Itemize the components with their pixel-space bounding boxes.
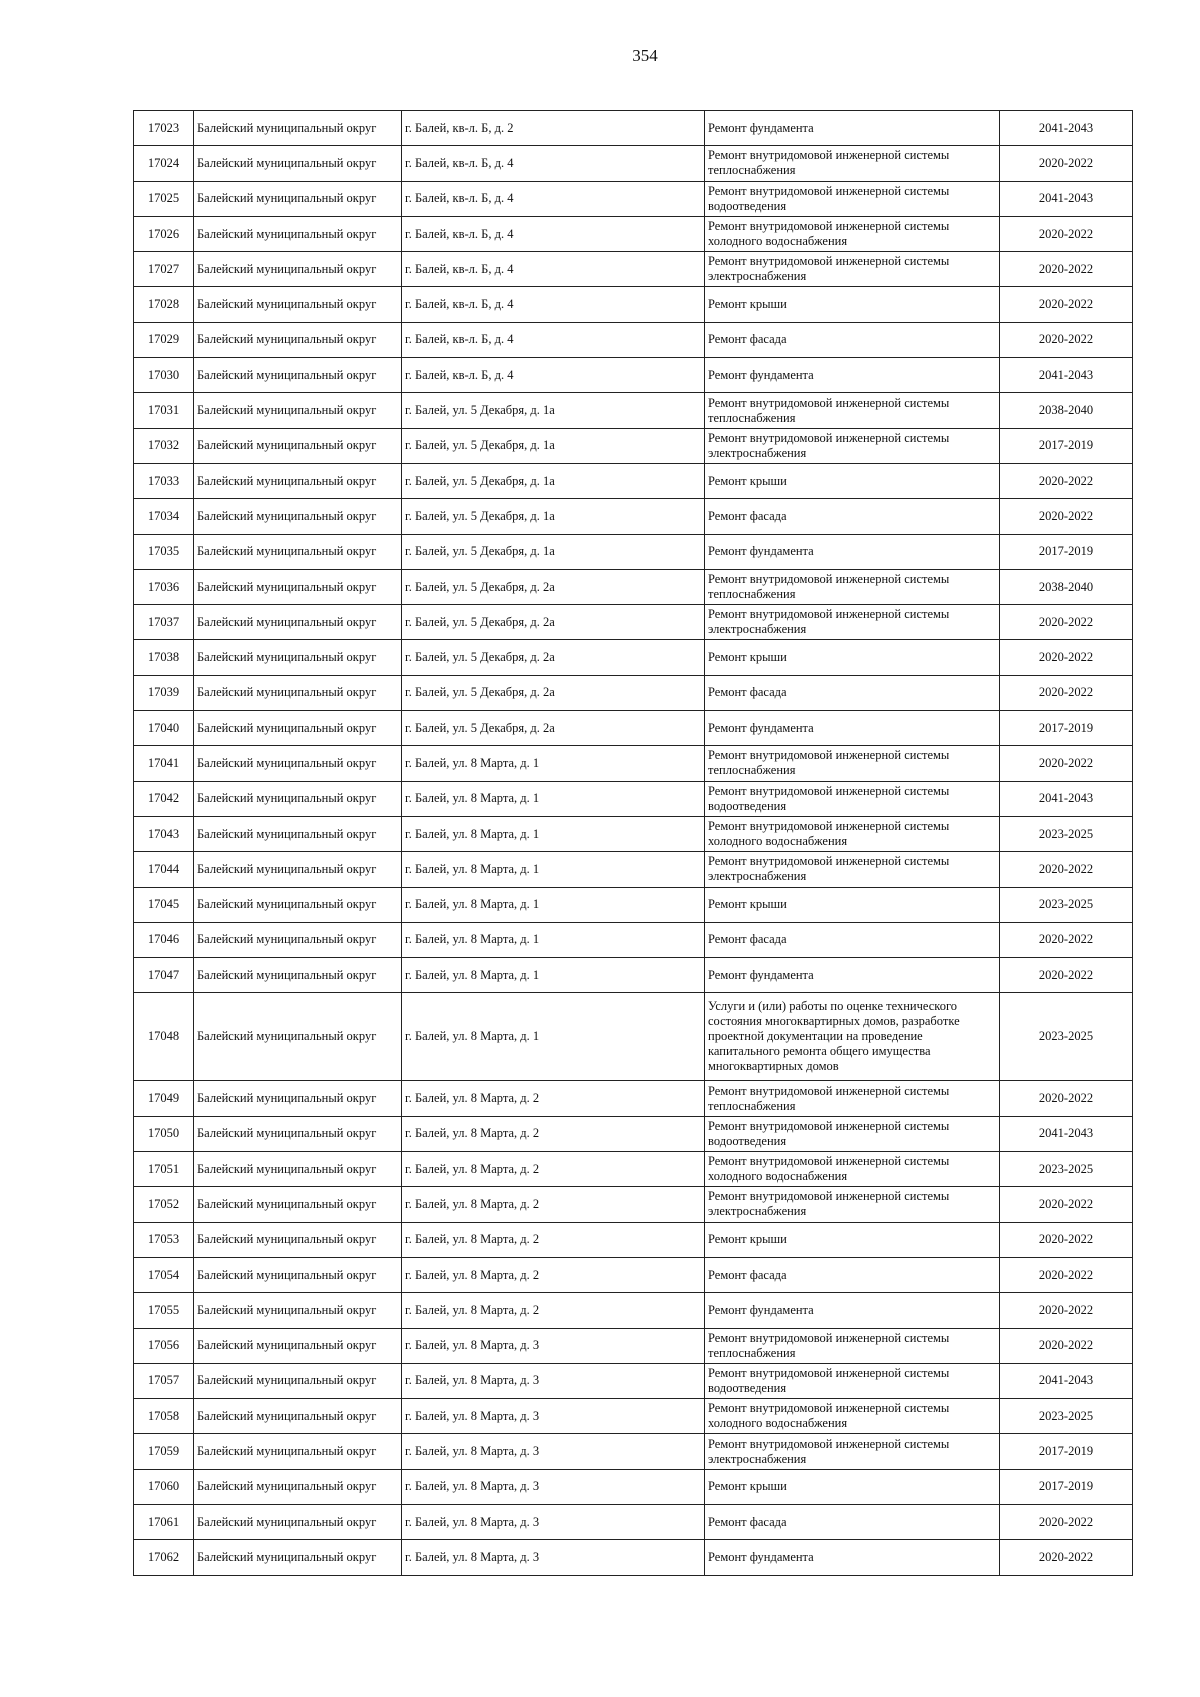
work-type-cell: Ремонт внутридомовой инженерной системы холодного водоснабжения (705, 816, 1000, 851)
row-number: 17051 (134, 1152, 194, 1187)
address-cell: г. Балей, ул. 8 Марта, д. 1 (402, 958, 705, 993)
municipality-cell: Балейский муниципальный округ (194, 111, 402, 146)
row-number: 17056 (134, 1328, 194, 1363)
address-cell: г. Балей, ул. 8 Марта, д. 1 (402, 887, 705, 922)
address-cell: г. Балей, ул. 8 Марта, д. 2 (402, 1116, 705, 1151)
table-row (134, 1328, 1133, 1363)
row-number: 17039 (134, 675, 194, 710)
municipality-cell: Балейский муниципальный округ (194, 675, 402, 710)
row-number: 17029 (134, 322, 194, 357)
period-cell: 2020-2022 (1000, 463, 1133, 498)
period-cell: 2020-2022 (1000, 675, 1133, 710)
period-cell: 2020-2022 (1000, 1081, 1133, 1116)
municipality-cell: Балейский муниципальный округ (194, 1222, 402, 1257)
period-cell: 2020-2022 (1000, 605, 1133, 640)
work-type-cell: Ремонт фундамента (705, 958, 1000, 993)
table-row (134, 1293, 1133, 1328)
row-number: 17040 (134, 711, 194, 746)
period-cell: 2020-2022 (1000, 1187, 1133, 1222)
row-number: 17023 (134, 111, 194, 146)
municipality-cell: Балейский муниципальный округ (194, 569, 402, 604)
row-number: 17028 (134, 287, 194, 322)
address-cell: г. Балей, ул. 8 Марта, д. 3 (402, 1504, 705, 1539)
table-row (134, 569, 1133, 604)
table-row (134, 1434, 1133, 1469)
address-cell: г. Балей, ул. 8 Марта, д. 1 (402, 816, 705, 851)
table-row (134, 287, 1133, 322)
address-cell: г. Балей, ул. 8 Марта, д. 1 (402, 993, 705, 1081)
municipality-cell: Балейский муниципальный округ (194, 358, 402, 393)
row-number: 17057 (134, 1363, 194, 1398)
municipality-cell: Балейский муниципальный округ (194, 993, 402, 1081)
work-type-cell: Ремонт внутридомовой инженерной системы водоотведения (705, 181, 1000, 216)
row-number: 17045 (134, 887, 194, 922)
municipality-cell: Балейский муниципальный округ (194, 287, 402, 322)
period-cell: 2023-2025 (1000, 816, 1133, 851)
row-number: 17037 (134, 605, 194, 640)
work-type-cell: Ремонт внутридомовой инженерной системы теплоснабжения (705, 1081, 1000, 1116)
municipality-cell: Балейский муниципальный округ (194, 958, 402, 993)
work-type-cell: Ремонт внутридомовой инженерной системы электроснабжения (705, 428, 1000, 463)
period-cell: 2020-2022 (1000, 287, 1133, 322)
capital-repair-table (133, 110, 1133, 1576)
period-cell: 2038-2040 (1000, 393, 1133, 428)
work-type-cell: Ремонт внутридомовой инженерной системы водоотведения (705, 781, 1000, 816)
work-type-cell: Ремонт внутридомовой инженерной системы теплоснабжения (705, 146, 1000, 181)
period-cell: 2017-2019 (1000, 534, 1133, 569)
work-type-cell: Ремонт фасада (705, 675, 1000, 710)
address-cell: г. Балей, ул. 5 Декабря, д. 1а (402, 499, 705, 534)
municipality-cell: Балейский муниципальный округ (194, 852, 402, 887)
period-cell: 2020-2022 (1000, 958, 1133, 993)
work-type-cell: Ремонт фундамента (705, 1293, 1000, 1328)
table-row (134, 1399, 1133, 1434)
work-type-cell: Ремонт фасада (705, 499, 1000, 534)
period-cell: 2041-2043 (1000, 181, 1133, 216)
table-row (134, 428, 1133, 463)
work-type-cell: Ремонт внутридомовой инженерной системы водоотведения (705, 1116, 1000, 1151)
municipality-cell: Балейский муниципальный округ (194, 711, 402, 746)
municipality-cell: Балейский муниципальный округ (194, 640, 402, 675)
table-row (134, 358, 1133, 393)
table-row (134, 181, 1133, 216)
address-cell: г. Балей, ул. 5 Декабря, д. 2а (402, 711, 705, 746)
address-cell: г. Балей, кв-л. Б, д. 4 (402, 287, 705, 322)
period-cell: 2041-2043 (1000, 781, 1133, 816)
page-number: 354 (632, 46, 658, 65)
work-type-cell: Ремонт фундамента (705, 534, 1000, 569)
address-cell: г. Балей, кв-л. Б, д. 4 (402, 358, 705, 393)
work-type-cell: Ремонт фундамента (705, 111, 1000, 146)
row-number: 17055 (134, 1293, 194, 1328)
work-type-cell: Ремонт крыши (705, 640, 1000, 675)
period-cell: 2023-2025 (1000, 1152, 1133, 1187)
work-type-cell: Ремонт фасада (705, 1504, 1000, 1539)
municipality-cell: Балейский муниципальный округ (194, 1081, 402, 1116)
address-cell: г. Балей, ул. 8 Марта, д. 3 (402, 1399, 705, 1434)
municipality-cell: Балейский муниципальный округ (194, 781, 402, 816)
table-row (134, 1363, 1133, 1398)
municipality-cell: Балейский муниципальный округ (194, 534, 402, 569)
period-cell: 2020-2022 (1000, 1257, 1133, 1292)
work-type-cell: Ремонт внутридомовой инженерной системы теплоснабжения (705, 569, 1000, 604)
municipality-cell: Балейский муниципальный округ (194, 1152, 402, 1187)
period-cell: 2017-2019 (1000, 1434, 1133, 1469)
row-number: 17059 (134, 1434, 194, 1469)
work-type-cell: Ремонт крыши (705, 1469, 1000, 1504)
table-row (134, 1469, 1133, 1504)
municipality-cell: Балейский муниципальный округ (194, 499, 402, 534)
table-row (134, 463, 1133, 498)
row-number: 17046 (134, 922, 194, 957)
period-cell: 2023-2025 (1000, 887, 1133, 922)
row-number: 17024 (134, 146, 194, 181)
municipality-cell: Балейский муниципальный округ (194, 1187, 402, 1222)
municipality-cell: Балейский муниципальный округ (194, 1469, 402, 1504)
row-number: 17041 (134, 746, 194, 781)
period-cell: 2020-2022 (1000, 146, 1133, 181)
work-type-cell: Ремонт фундамента (705, 711, 1000, 746)
address-cell: г. Балей, кв-л. Б, д. 4 (402, 146, 705, 181)
work-type-cell: Ремонт внутридомовой инженерной системы теплоснабжения (705, 393, 1000, 428)
work-type-cell: Ремонт внутридомовой инженерной системы водоотведения (705, 1363, 1000, 1398)
period-cell: 2023-2025 (1000, 993, 1133, 1081)
table-row (134, 711, 1133, 746)
municipality-cell: Балейский муниципальный округ (194, 1257, 402, 1292)
row-number: 17061 (134, 1504, 194, 1539)
municipality-cell: Балейский муниципальный округ (194, 1504, 402, 1539)
row-number: 17035 (134, 534, 194, 569)
row-number: 17050 (134, 1116, 194, 1151)
municipality-cell: Балейский муниципальный округ (194, 428, 402, 463)
work-type-cell: Ремонт внутридомовой инженерной системы холодного водоснабжения (705, 216, 1000, 251)
period-cell: 2020-2022 (1000, 852, 1133, 887)
work-type-cell: Ремонт крыши (705, 1222, 1000, 1257)
address-cell: г. Балей, ул. 5 Декабря, д. 1а (402, 393, 705, 428)
address-cell: г. Балей, ул. 5 Декабря, д. 1а (402, 463, 705, 498)
row-number: 17042 (134, 781, 194, 816)
address-cell: г. Балей, ул. 8 Марта, д. 3 (402, 1434, 705, 1469)
row-number: 17049 (134, 1081, 194, 1116)
table-row (134, 146, 1133, 181)
period-cell: 2020-2022 (1000, 216, 1133, 251)
period-cell: 2020-2022 (1000, 252, 1133, 287)
work-type-cell: Ремонт крыши (705, 463, 1000, 498)
address-cell: г. Балей, кв-л. Б, д. 2 (402, 111, 705, 146)
address-cell: г. Балей, кв-л. Б, д. 4 (402, 216, 705, 251)
address-cell: г. Балей, ул. 8 Марта, д. 3 (402, 1363, 705, 1398)
work-type-cell: Ремонт внутридомовой инженерной системы электроснабжения (705, 605, 1000, 640)
row-number: 17030 (134, 358, 194, 393)
table-row (134, 393, 1133, 428)
period-cell: 2020-2022 (1000, 640, 1133, 675)
municipality-cell: Балейский муниципальный округ (194, 393, 402, 428)
table-row (134, 852, 1133, 887)
period-cell: 2020-2022 (1000, 322, 1133, 357)
work-type-cell: Ремонт фасада (705, 922, 1000, 957)
period-cell: 2041-2043 (1000, 111, 1133, 146)
municipality-cell: Балейский муниципальный округ (194, 252, 402, 287)
period-cell: 2017-2019 (1000, 428, 1133, 463)
work-type-cell: Ремонт внутридомовой инженерной системы электроснабжения (705, 252, 1000, 287)
work-type-cell: Ремонт внутридомовой инженерной системы электроснабжения (705, 1187, 1000, 1222)
municipality-cell: Балейский муниципальный округ (194, 746, 402, 781)
period-cell: 2023-2025 (1000, 1399, 1133, 1434)
municipality-cell: Балейский муниципальный округ (194, 463, 402, 498)
table-row (134, 111, 1133, 146)
table-row (134, 746, 1133, 781)
row-number: 17053 (134, 1222, 194, 1257)
municipality-cell: Балейский муниципальный округ (194, 1116, 402, 1151)
period-cell: 2020-2022 (1000, 499, 1133, 534)
work-type-cell: Ремонт фундамента (705, 358, 1000, 393)
address-cell: г. Балей, ул. 8 Марта, д. 1 (402, 852, 705, 887)
period-cell: 2041-2043 (1000, 358, 1133, 393)
row-number: 17038 (134, 640, 194, 675)
period-cell: 2017-2019 (1000, 711, 1133, 746)
table-row (134, 781, 1133, 816)
table-row (134, 534, 1133, 569)
row-number: 17044 (134, 852, 194, 887)
table-row (134, 1540, 1133, 1575)
municipality-cell: Балейский муниципальный округ (194, 322, 402, 357)
municipality-cell: Балейский муниципальный округ (194, 1399, 402, 1434)
table-row (134, 675, 1133, 710)
table-row (134, 1081, 1133, 1116)
address-cell: г. Балей, ул. 5 Декабря, д. 2а (402, 605, 705, 640)
address-cell: г. Балей, ул. 8 Марта, д. 1 (402, 922, 705, 957)
period-cell: 2020-2022 (1000, 1540, 1133, 1575)
municipality-cell: Балейский муниципальный округ (194, 216, 402, 251)
address-cell: г. Балей, ул. 8 Марта, д. 3 (402, 1328, 705, 1363)
period-cell: 2020-2022 (1000, 746, 1133, 781)
table-row (134, 216, 1133, 251)
municipality-cell: Балейский муниципальный округ (194, 605, 402, 640)
table-row (134, 1257, 1133, 1292)
address-cell: г. Балей, ул. 8 Марта, д. 2 (402, 1152, 705, 1187)
work-type-cell: Ремонт внутридомовой инженерной системы электроснабжения (705, 852, 1000, 887)
period-cell: 2020-2022 (1000, 1222, 1133, 1257)
work-type-cell: Услуги и (или) работы по оценке технического состояния многоквартирных домов, разработке проектной документации на проведение капитального ремонта общего имущества многоквартирных домов (705, 993, 1000, 1081)
row-number: 17062 (134, 1540, 194, 1575)
period-cell: 2041-2043 (1000, 1363, 1133, 1398)
address-cell: г. Балей, ул. 8 Марта, д. 2 (402, 1257, 705, 1292)
work-type-cell: Ремонт внутридомовой инженерной системы теплоснабжения (705, 746, 1000, 781)
address-cell: г. Балей, ул. 5 Декабря, д. 2а (402, 569, 705, 604)
work-type-cell: Ремонт фасада (705, 1257, 1000, 1292)
address-cell: г. Балей, ул. 8 Марта, д. 2 (402, 1187, 705, 1222)
row-number: 17034 (134, 499, 194, 534)
municipality-cell: Балейский муниципальный округ (194, 887, 402, 922)
municipality-cell: Балейский муниципальный округ (194, 816, 402, 851)
municipality-cell: Балейский муниципальный округ (194, 146, 402, 181)
table-row (134, 816, 1133, 851)
table-row (134, 993, 1133, 1081)
work-type-cell: Ремонт внутридомовой инженерной системы холодного водоснабжения (705, 1399, 1000, 1434)
table-row (134, 1116, 1133, 1151)
row-number: 17043 (134, 816, 194, 851)
row-number: 17032 (134, 428, 194, 463)
row-number: 17033 (134, 463, 194, 498)
table-body (134, 111, 1133, 1576)
address-cell: г. Балей, кв-л. Б, д. 4 (402, 322, 705, 357)
address-cell: г. Балей, ул. 8 Марта, д. 2 (402, 1222, 705, 1257)
period-cell: 2041-2043 (1000, 1116, 1133, 1151)
row-number: 17058 (134, 1399, 194, 1434)
address-cell: г. Балей, ул. 8 Марта, д. 1 (402, 746, 705, 781)
address-cell: г. Балей, ул. 8 Марта, д. 1 (402, 781, 705, 816)
row-number: 17047 (134, 958, 194, 993)
period-cell: 2038-2040 (1000, 569, 1133, 604)
period-cell: 2017-2019 (1000, 1469, 1133, 1504)
address-cell: г. Балей, ул. 8 Марта, д. 3 (402, 1540, 705, 1575)
row-number: 17060 (134, 1469, 194, 1504)
municipality-cell: Балейский муниципальный округ (194, 1434, 402, 1469)
address-cell: г. Балей, ул. 5 Декабря, д. 2а (402, 640, 705, 675)
municipality-cell: Балейский муниципальный округ (194, 1293, 402, 1328)
work-type-cell: Ремонт внутридомовой инженерной системы холодного водоснабжения (705, 1152, 1000, 1187)
address-cell: г. Балей, ул. 8 Марта, д. 3 (402, 1469, 705, 1504)
period-cell: 2020-2022 (1000, 1328, 1133, 1363)
period-cell: 2020-2022 (1000, 922, 1133, 957)
row-number: 17036 (134, 569, 194, 604)
work-type-cell: Ремонт внутридомовой инженерной системы электроснабжения (705, 1434, 1000, 1469)
address-cell: г. Балей, ул. 8 Марта, д. 2 (402, 1293, 705, 1328)
work-type-cell: Ремонт фасада (705, 322, 1000, 357)
table-row (134, 1152, 1133, 1187)
table-row (134, 1222, 1133, 1257)
work-type-cell: Ремонт фундамента (705, 1540, 1000, 1575)
municipality-cell: Балейский муниципальный округ (194, 1540, 402, 1575)
table-row (134, 1504, 1133, 1539)
period-cell: 2020-2022 (1000, 1504, 1133, 1539)
address-cell: г. Балей, ул. 5 Декабря, д. 1а (402, 428, 705, 463)
address-cell: г. Балей, кв-л. Б, д. 4 (402, 252, 705, 287)
municipality-cell: Балейский муниципальный округ (194, 181, 402, 216)
row-number: 17025 (134, 181, 194, 216)
address-cell: г. Балей, ул. 8 Марта, д. 2 (402, 1081, 705, 1116)
row-number: 17048 (134, 993, 194, 1081)
work-type-cell: Ремонт крыши (705, 887, 1000, 922)
table-row (134, 958, 1133, 993)
table-row (134, 922, 1133, 957)
address-cell: г. Балей, ул. 5 Декабря, д. 1а (402, 534, 705, 569)
period-cell: 2020-2022 (1000, 1293, 1133, 1328)
address-cell: г. Балей, кв-л. Б, д. 4 (402, 181, 705, 216)
work-type-cell: Ремонт крыши (705, 287, 1000, 322)
table-row (134, 1187, 1133, 1222)
municipality-cell: Балейский муниципальный округ (194, 922, 402, 957)
row-number: 17031 (134, 393, 194, 428)
table-row (134, 605, 1133, 640)
municipality-cell: Балейский муниципальный округ (194, 1363, 402, 1398)
row-number: 17027 (134, 252, 194, 287)
table-row (134, 640, 1133, 675)
table-row (134, 322, 1133, 357)
municipality-cell: Балейский муниципальный округ (194, 1328, 402, 1363)
work-type-cell: Ремонт внутридомовой инженерной системы теплоснабжения (705, 1328, 1000, 1363)
table-row (134, 499, 1133, 534)
table-row (134, 887, 1133, 922)
address-cell: г. Балей, ул. 5 Декабря, д. 2а (402, 675, 705, 710)
row-number: 17052 (134, 1187, 194, 1222)
row-number: 17054 (134, 1257, 194, 1292)
row-number: 17026 (134, 216, 194, 251)
table-row (134, 252, 1133, 287)
